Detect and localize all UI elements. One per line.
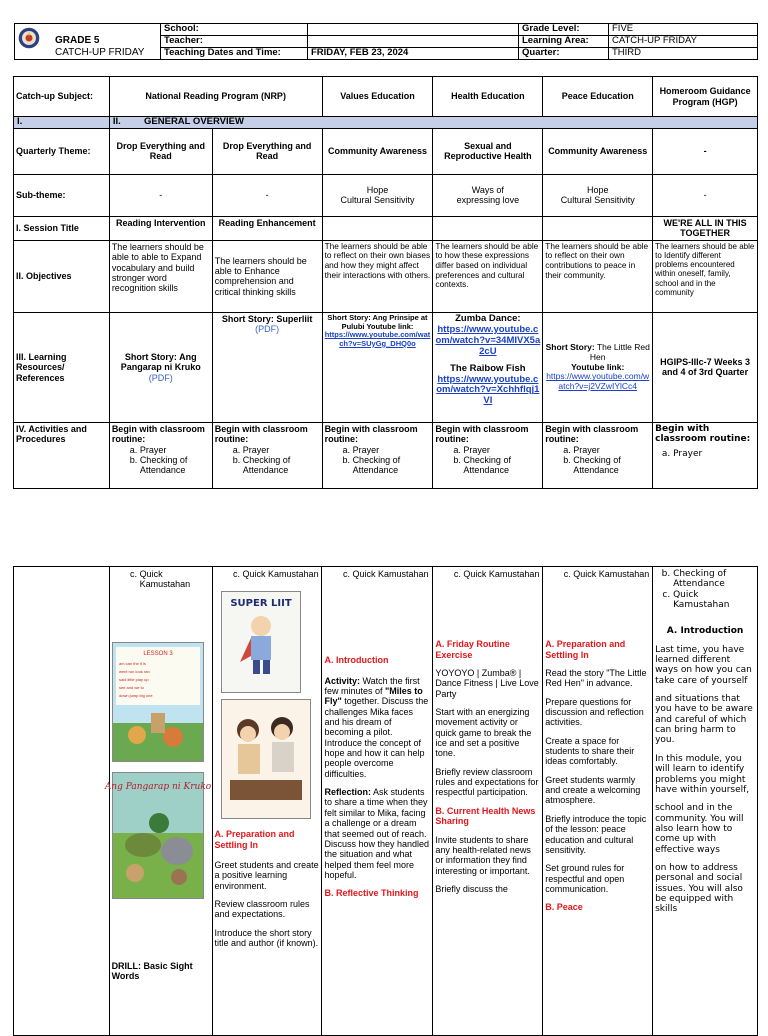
p2-c4-p3: Briefly review classroom rules and expectations for respectful participation.: [435, 766, 539, 798]
superliit-cover-title: SUPER LIIT: [229, 598, 292, 610]
activities-c4: [433, 422, 543, 488]
theme-c2: Drop Everything and Read: [212, 128, 322, 174]
pangarap-cover-title: Ang Pangarap ni Kruko: [104, 781, 211, 792]
p2-c1: [104, 567, 212, 1036]
p2-c1-drill: DRILL: Basic Sight Words: [111, 960, 193, 982]
list-item: a. Prayer: [463, 445, 540, 455]
p2-c4-p2: Start with an energizing movement activity or quick game to break the ice and set a positive tone.: [435, 707, 532, 759]
resources-c5-title-rest: The Little Red Hen: [589, 342, 650, 362]
subtheme-c2: -: [212, 174, 322, 216]
p2-c3-heading: A. Introduction: [324, 655, 389, 666]
resources-c4-title: Zumba Dance:: [455, 312, 521, 324]
resources-label: III. Learning Resources/ References: [14, 312, 110, 422]
theme-label: Quarterly Theme:: [14, 128, 110, 174]
p2-c6-heading: A. Introduction: [666, 626, 744, 637]
list-item: b. Checking of Attendance: [353, 455, 431, 476]
sight-words-illustration-title: LESSON 3: [142, 650, 173, 657]
svg-text:down jump big one: down jump big one: [118, 692, 153, 698]
pangarap-ni-kruko-cover: [104, 772, 211, 899]
p2-c2: [212, 567, 322, 1036]
resources-c2-title: Short Story: Superliit: [221, 313, 313, 324]
activities-c3-begin: Begin with classroom routine:: [324, 423, 418, 445]
quarter-value: THIRD: [609, 47, 758, 59]
overview-roman-1: I.: [14, 117, 110, 129]
p2-c3: [322, 567, 433, 1036]
resources-c4: [433, 312, 543, 422]
subject-nrp: National Reading Program (NRP): [109, 77, 322, 117]
list-item: a. Prayer: [243, 445, 320, 455]
p2-c5-list: [545, 569, 650, 579]
school-value[interactable]: [308, 24, 519, 36]
p2-c5-p3: Create a space for students to share their ideas comfortably.: [545, 735, 635, 767]
session-c1: Reading Intervention: [109, 216, 212, 240]
learning-area-label: Learning Area:: [519, 36, 609, 48]
p2-c3-activity-label: Activity:: [324, 675, 360, 686]
subtheme-c6: -: [653, 174, 758, 216]
page2-table: [13, 566, 758, 1036]
session-c3: [322, 216, 433, 240]
resources-c5-link[interactable]: https://www.youtube.com/watch?v=j2VZwIYlCc4: [546, 371, 650, 392]
subtheme-c4-line2: expressing love: [456, 195, 520, 206]
subtheme-c3: [322, 174, 433, 216]
resources-c5: [543, 312, 653, 422]
list-item: c. Quick Kamustahan: [243, 569, 320, 579]
subject-values: Values Education: [322, 77, 433, 117]
list-item: a. Prayer: [353, 445, 431, 455]
p2-c3-list: [324, 569, 430, 579]
resources-c4-link1[interactable]: https://www.youtube.com/watch?v=34MIVX5a2cU: [435, 323, 541, 357]
resources-c6: HGIPS-IIIc-7 Weeks 3 and 4 of 3rd Quarter: [653, 312, 758, 422]
subjects-row: [14, 77, 758, 117]
p2-c3-activity-bold: "Miles to Fly": [324, 686, 423, 707]
list-item: a. Prayer: [673, 449, 755, 459]
activities-c1-begin: Begin with classroom routine:: [111, 423, 205, 445]
list-item: c. Quick Kamustahan: [463, 569, 540, 579]
theme-c3: Community Awareness: [322, 128, 433, 174]
session-c5: [543, 216, 653, 240]
session-c2: Reading Enhancement: [212, 216, 322, 240]
resources-c4-title2: The Raibow Fish: [450, 362, 526, 374]
superliit-story-page: [221, 699, 311, 819]
activities-c2: [212, 422, 322, 488]
p2-c3-reflection: [324, 787, 430, 880]
subtheme-c5-line2: Cultural Sensitivity: [560, 195, 635, 206]
deped-seal-icon: [18, 27, 40, 49]
p2-c6-p2: and situations that you have to be aware and careful of which can bring harm to you.: [655, 694, 753, 746]
list-item: c. Quick Kamustahan: [573, 569, 650, 579]
p2-c5-heading: A. Preparation and Settling In: [545, 639, 626, 660]
session-c4: [433, 216, 543, 240]
resources-c5-title: [545, 343, 650, 363]
list-item: c. Quick Kamustahan: [352, 569, 430, 579]
p2-c6-p1: Last time, you have learned different ways on how you can take care of yourself: [655, 644, 752, 686]
grade-level-value: FIVE: [609, 24, 758, 36]
activities-c2-begin: Begin with classroom routine:: [214, 423, 308, 445]
grade-level-label: Grade Level:: [519, 24, 609, 36]
resources-c3-title: Short Story: Ang Prinsipe at Pulubi Youtube link:: [327, 312, 428, 331]
resources-c5-title-bold: Short Story:: [545, 342, 595, 352]
subtheme-label: Sub-theme:: [14, 174, 110, 216]
activities-c3-list: [325, 445, 431, 476]
header-table: [14, 23, 758, 60]
activities-c6-begin: Begin with classroom routine:: [655, 423, 751, 445]
theme-row: [14, 128, 758, 174]
objectives-c3: The learners should be able to reflect on their own biases and how they might affect their interactions with others.: [322, 240, 433, 312]
p2-c3-activity-text1: Watch the first few minutes of: [324, 675, 420, 697]
activities-c2-list: [215, 445, 320, 476]
activities-c3: [322, 422, 433, 488]
theme-c6: -: [653, 128, 758, 174]
p2-c6-list: [655, 569, 755, 610]
p2-c3-reflection-label: Reflection:: [324, 787, 371, 798]
p2-c5-p1: Read the story "The Little Red Hen" in advance.: [545, 668, 647, 689]
activities-label: IV. Activities and Procedures: [14, 422, 110, 488]
subject-hgp: Homeroom Guidance Program (HGP): [653, 77, 758, 117]
resources-c1-pdf-link[interactable]: (PDF): [148, 372, 173, 383]
subtheme-c4: [433, 174, 543, 216]
subject-peace: Peace Education: [543, 77, 653, 117]
p2-c3-reflection-text: Ask students to share a time when they felt similar to Mika, facing a challenge or a dream that seemed out of reach. Discuss how they handled the situation and what helped them feel more hopeful.: [324, 787, 430, 880]
list-item: c. Quick Kamustahan: [673, 590, 755, 611]
overview-title: [109, 117, 757, 129]
p2-c6-p6: skills: [655, 904, 678, 915]
objectives-c4: The learners should be able to how these expressions differ based on individual preferences and cultural contexts.: [433, 240, 543, 312]
objectives-c5: The learners should be able to reflect on their own contributions to peace in their community.: [543, 240, 653, 312]
list-item: c. Quick Kamustahan: [140, 569, 210, 590]
p2-c4: [433, 567, 543, 1036]
activities-c4-begin: Begin with classroom routine:: [435, 423, 529, 445]
p2-c5-p4: Greet students warmly and create a welcoming atmosphere.: [545, 774, 641, 806]
p2-c6-p5: on how to address personal and social issues. You will also be equipped with: [655, 862, 743, 904]
p2-c4-p1: YOYOYO | Zumba® | Dance Fitness | Live Love Party: [435, 668, 539, 699]
p2-c4-list: [435, 569, 540, 579]
teacher-label: Teacher:: [161, 36, 308, 48]
resources-c1: [109, 312, 212, 422]
p2-c5-heading2: B. Peace: [545, 902, 583, 913]
subtitle: CATCH-UP FRIDAY: [55, 47, 145, 58]
p2-c2-p3: Introduce the short story title and author (if known).: [214, 927, 319, 949]
session-label: I. Session Title: [14, 216, 110, 240]
overview-roman-2: II.: [112, 116, 121, 127]
p2-c5-p5: Briefly introduce the topic of the lesson: peace education and cultural sensitivity.: [545, 813, 647, 855]
svg-text:am can the it is: am can the it is: [118, 660, 146, 666]
activities-c1: [109, 422, 212, 488]
p2-c3-heading2: B. Reflective Thinking: [324, 888, 419, 899]
p2-c4-p5: Briefly discuss the: [435, 883, 508, 894]
objectives-c6: The learners should be able to Identify different problems encountered within oneself, family, school and in the community: [653, 240, 758, 312]
p2-label-cell: [14, 567, 110, 1036]
p2-c4-heading: A. Friday Routine Exercise: [435, 639, 510, 660]
theme-c1: Drop Everything and Read: [109, 128, 212, 174]
overview-heading: GENERAL OVERVIEW: [144, 116, 244, 127]
resources-c2-pdf-link[interactable]: (PDF): [255, 324, 280, 335]
list-item: a. Prayer: [140, 445, 210, 455]
p2-c2-p2: Review classroom rules and expectations.: [214, 899, 310, 920]
p2-c6: [653, 567, 758, 1036]
resources-c3-link[interactable]: https://www.youtube.com/watch?v=SUyGg_DHQ0o: [324, 330, 431, 348]
lesson-plan-table: [13, 76, 758, 489]
subject-row-label: Catch-up Subject:: [14, 77, 110, 117]
list-item: b. Checking of Attendance: [243, 455, 320, 476]
subtheme-c3-line2: Cultural Sensitivity: [340, 195, 415, 206]
subtheme-c5: [543, 174, 653, 216]
subtheme-c3-line1: Hope: [366, 185, 389, 196]
p2-c2-heading: A. Preparation and Settling In: [214, 829, 295, 850]
resources-row: [14, 312, 758, 422]
p2-c4-p4: Invite students to share any health-related news or information they find interesting or important.: [435, 834, 531, 876]
activities-c6-list: [655, 449, 755, 459]
list-item: a. Prayer: [573, 445, 650, 455]
activities-c5: [543, 422, 653, 488]
overview-band: [14, 117, 758, 129]
svg-text:went run look ran: went run look ran: [118, 668, 150, 674]
p2-c3-activity-text2: together. Discuss the challenges Mika faces and his dream of becoming a pilot. Introduce the concept of hope and how it can help people overcome difficulties.: [324, 696, 429, 779]
activities-c4-list: [435, 445, 540, 476]
p2-c1-list: [112, 569, 210, 590]
sight-words-illustration: [112, 642, 204, 762]
p2-c6-p3: In this module, you will learn to identify problems you might have within yourself,: [655, 753, 750, 795]
quarter-label: Quarter:: [519, 47, 609, 59]
teacher-value[interactable]: [308, 36, 519, 48]
subtheme-c5-line1: Hope: [586, 185, 609, 196]
header-title-cell: [15, 24, 161, 60]
list-item: b. Checking of Attendance: [673, 569, 755, 590]
subtheme-c1: -: [109, 174, 212, 216]
subtheme-row: [14, 174, 758, 216]
p2-c5-p2: Prepare questions for discussion and reflection activities.: [545, 696, 644, 728]
theme-c4: Sexual and Reproductive Health: [433, 128, 543, 174]
list-item: b. Checking of Attendance: [463, 455, 540, 476]
session-c6: WE'RE ALL IN THIS TOGETHER: [653, 216, 758, 240]
dates-label: Teaching Dates and Time:: [161, 47, 308, 59]
p2-c3-activity: [324, 676, 430, 779]
objectives-row: [14, 240, 758, 312]
objectives-c2: The learners should be able to Enhance comprehension and critical thinking skills: [212, 240, 322, 312]
resources-c4-link2[interactable]: https://www.youtube.com/watch?v=Xchhflqj1VI: [436, 373, 540, 407]
resources-c3: [322, 312, 433, 422]
svg-text:see and we to: see and we to: [118, 684, 144, 690]
resources-c2: [212, 312, 322, 422]
objectives-c1: The learners should be able to able to Expand vocabulary and build stronger word recognition skills: [109, 240, 212, 312]
list-item: b. Checking of Attendance: [140, 455, 210, 476]
activities-c6: [653, 422, 758, 488]
activities-row: [14, 422, 758, 488]
p2-c5: [543, 567, 653, 1036]
activities-c1-list: [112, 445, 210, 476]
list-item: b. Checking of Attendance: [573, 455, 650, 476]
subtheme-c4-line1: Ways of: [471, 185, 504, 196]
superliit-cover: [221, 591, 301, 693]
learning-area-value: CATCH-UP FRIDAY: [609, 36, 758, 48]
objectives-label: II. Objectives: [14, 240, 110, 312]
resources-c1-title: Short Story: Ang Pangarap ni Kruko: [120, 351, 201, 373]
subject-health: Health Education: [433, 77, 543, 117]
resources-c5-yt-label: Youtube link:: [571, 361, 625, 372]
p2-c2-p1: Greet students and create a positive learning environment.: [214, 860, 319, 891]
school-label: School:: [161, 24, 308, 36]
session-row: [14, 216, 758, 240]
p2-c4-heading2: B. Current Health News Sharing: [435, 805, 536, 827]
grade-title: GRADE 5: [55, 35, 100, 46]
p2-c5-p6: Set ground rules for respectful and open communication.: [545, 863, 625, 894]
p2-c2-list: [215, 569, 320, 579]
svg-text:said little play up: said little play up: [118, 676, 149, 682]
dates-value: FRIDAY, FEB 23, 2024: [308, 47, 519, 59]
activities-c5-begin: Begin with classroom routine:: [545, 423, 639, 445]
activities-c5-list: [545, 445, 650, 476]
theme-c5: Community Awareness: [543, 128, 653, 174]
p2-c6-p4: school and in the community. You will also learn how to come up with effective ways: [655, 803, 744, 855]
